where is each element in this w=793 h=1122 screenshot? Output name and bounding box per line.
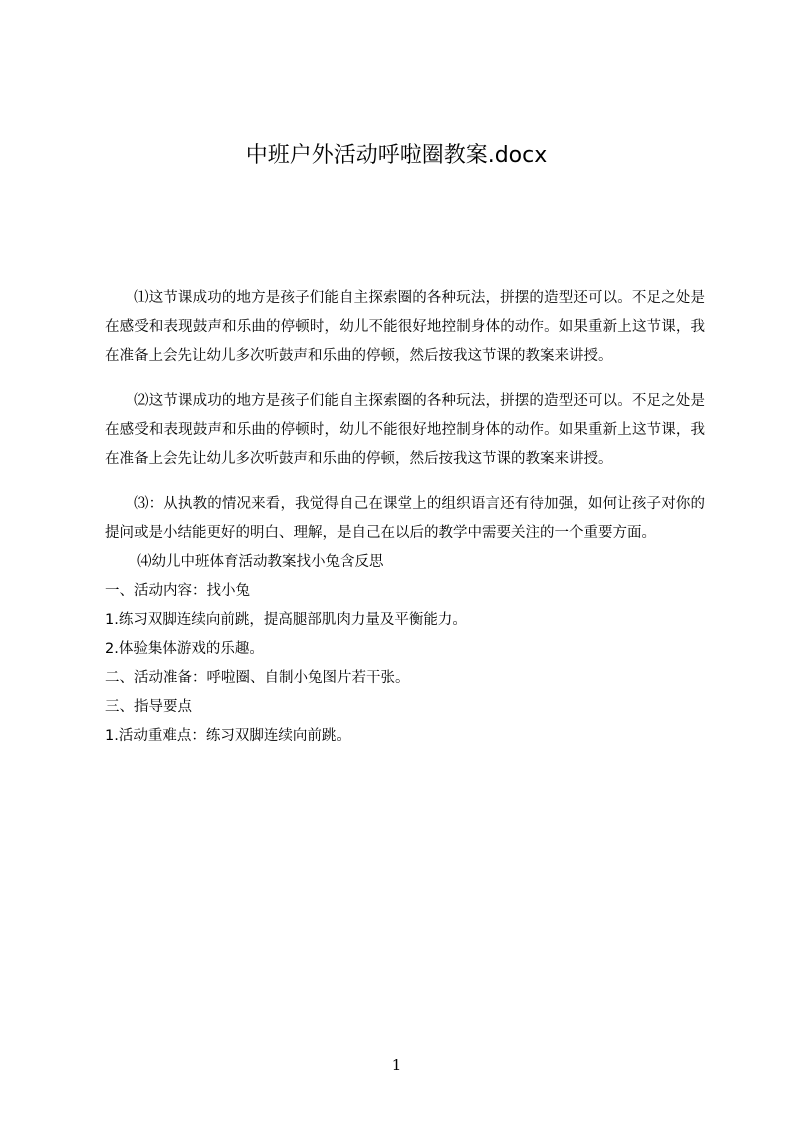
paragraph-3: ⑶：从执教的情况来看，我觉得自己在课堂上的组织语言还有待加强，如何让孩子对你的提问或是小结能更好的明白、理解，是自己在以后的教学中需要关注的一个重要方面。 xyxy=(105,496,705,541)
section-heading-guidance: 三、指导要点 xyxy=(105,699,192,715)
list-item-key-point: 1.活动重难点：练习双脚连续向前跳。 xyxy=(105,728,351,744)
document-title: 中班户外活动呼啦圈教案.docx xyxy=(245,143,548,168)
document-body xyxy=(105,284,705,751)
page-number: 1 xyxy=(391,1056,402,1074)
section-heading-content: 一、活动内容：找小兔 xyxy=(105,583,250,599)
paragraph-1: ⑴这节课成功的地方是孩子们能自主探索圈的各种玩法，拼摆的造型还可以。不足之处是在感受和表现鼓声和乐曲的停顿时，幼儿不能很好地控制身体的动作。如果重新上这节课，我在准备上会先让幼儿多次听鼓声和乐曲的停顿，然后按我这节课的教案来讲授。 xyxy=(105,290,705,364)
paragraph-2: ⑵这节课成功的地方是孩子们能自主探索圈的各种玩法，拼摆的造型还可以。不足之处是在感受和表现鼓声和乐曲的停顿时，幼儿不能很好地控制身体的动作。如果重新上这节课，我在准备上会先让幼儿多次听鼓声和乐曲的停顿，然后按我这节课的教案来讲授。 xyxy=(105,393,705,467)
section-heading-reflection: ⑷幼儿中班体育活动教案找小兔含反思 xyxy=(137,554,384,570)
list-item-goal-1: 1.练习双脚连续向前跳，提高腿部肌肉力量及平衡能力。 xyxy=(105,612,467,628)
list-item-goal-2: 2.体验集体游戏的乐趣。 xyxy=(105,641,264,657)
section-heading-preparation: 二、活动准备：呼啦圈、自制小兔图片若干张。 xyxy=(105,670,410,686)
